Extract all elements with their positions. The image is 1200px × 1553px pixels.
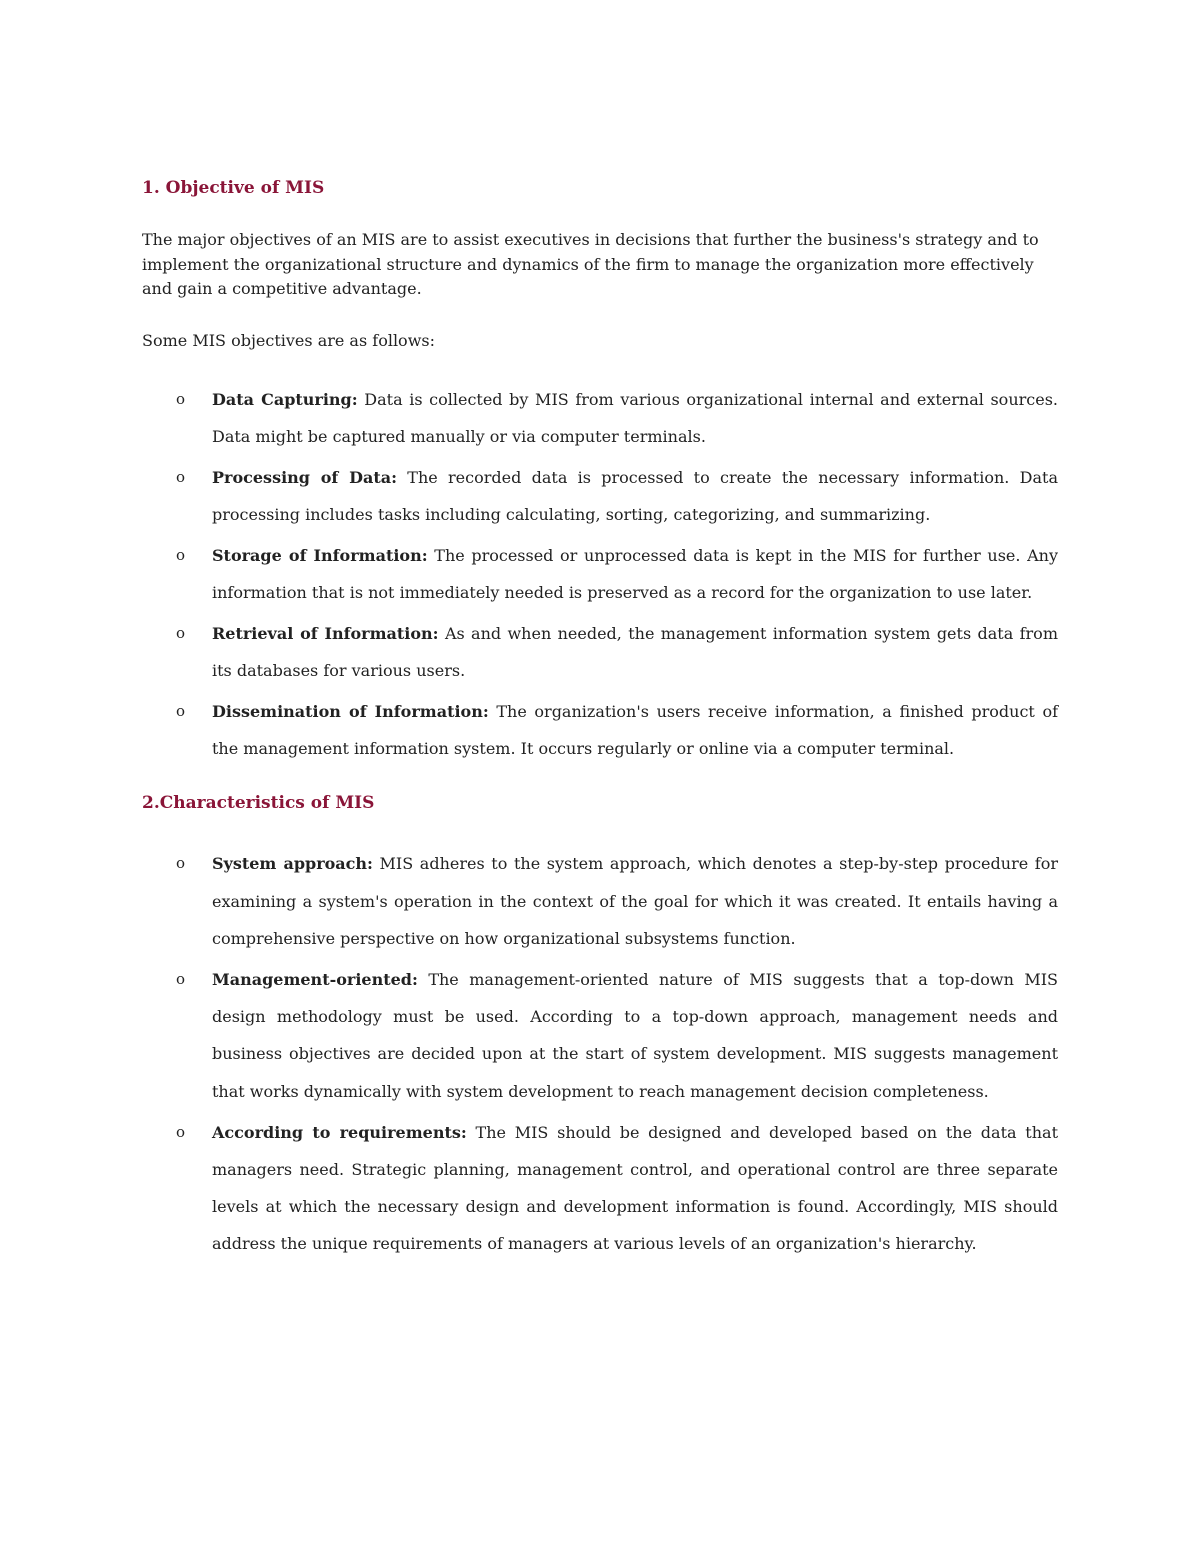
item-term: According to requirements: (212, 1122, 467, 1142)
list-item (142, 615, 1058, 690)
characteristics-list (142, 845, 1058, 1262)
bullet-icon: o (176, 545, 186, 564)
item-term: Retrieval of Information: (212, 623, 439, 643)
item-text: The processed or unprocessed data is kept in the MIS for further use. Any information that is not immediately needed is preserved as a record for the organization to use later. (212, 545, 1058, 602)
bullet-icon: o (176, 467, 186, 486)
item-text: The recorded data is processed to create the necessary information. Data processing includes tasks including calculating, sorting, categorizing, and summarizing. (212, 467, 1058, 524)
list-item (142, 459, 1058, 534)
list-item (142, 1114, 1058, 1263)
list-item (142, 693, 1058, 768)
item-term: Dissemination of Information: (212, 701, 489, 721)
list-item (142, 381, 1058, 456)
list-item (142, 537, 1058, 612)
intro-paragraph: The major objectives of an MIS are to assist executives in decisions that further the business's strategy and to implement the organizational structure and dynamics of the firm to manage the organization more effectively and gain a competitive advantage. (142, 230, 1039, 298)
item-text: The organization's users receive information, a finished product of the management information system. It occurs regularly or online via a computer terminal. (212, 701, 1059, 759)
item-term: Management-oriented: (212, 969, 418, 989)
item-term: Processing of Data: (212, 467, 397, 487)
document-page (142, 176, 1058, 1266)
list-item (142, 961, 1058, 1110)
objectives-list (142, 381, 1058, 768)
objectives-lead: Some MIS objectives are as follows: (142, 330, 435, 350)
item-term: System approach: (212, 854, 373, 874)
section-heading-characteristics: 2.Characteristics of MIS (142, 793, 375, 814)
list-item (142, 845, 1058, 957)
bullet-icon: o (176, 969, 186, 988)
bullet-icon: o (176, 1122, 186, 1141)
item-text: MIS adheres to the system approach, which denotes a step-by-step procedure for examining a system's operation in the context of the goal for which it was created. It entails having a comprehensive perspective on how organizational subsystems function. (212, 854, 1058, 949)
item-text: Data is collected by MIS from various organizational internal and external sources. Data might be captured manually or via computer terminals. (212, 389, 1058, 446)
item-term: Data Capturing: (212, 389, 358, 409)
bullet-icon: o (176, 854, 186, 873)
item-term: Storage of Information: (212, 545, 428, 565)
bullet-icon: o (176, 389, 186, 408)
bullet-icon: o (176, 623, 186, 642)
item-text: The MIS should be designed and developed based on the data that managers need. Strategic planning, management control, and operational control are three separate levels at which the necessary design and development information is found. Accordingly, MIS should address the unique requirements of managers at various levels of an organization's hierarchy. (212, 1122, 1059, 1254)
item-text: As and when needed, the management information system gets data from its databases for various users. (212, 623, 1058, 681)
item-text: The management-oriented nature of MIS suggests that a top-down MIS design methodology must be used. According to a top-down approach, management needs and business objectives are decided upon at the start of system development. MIS suggests management that works dynamically with system development to reach management decision completeness. (212, 969, 1058, 1101)
bullet-icon: o (176, 701, 186, 720)
section-heading-objective: 1. Objective of MIS (142, 178, 325, 198)
